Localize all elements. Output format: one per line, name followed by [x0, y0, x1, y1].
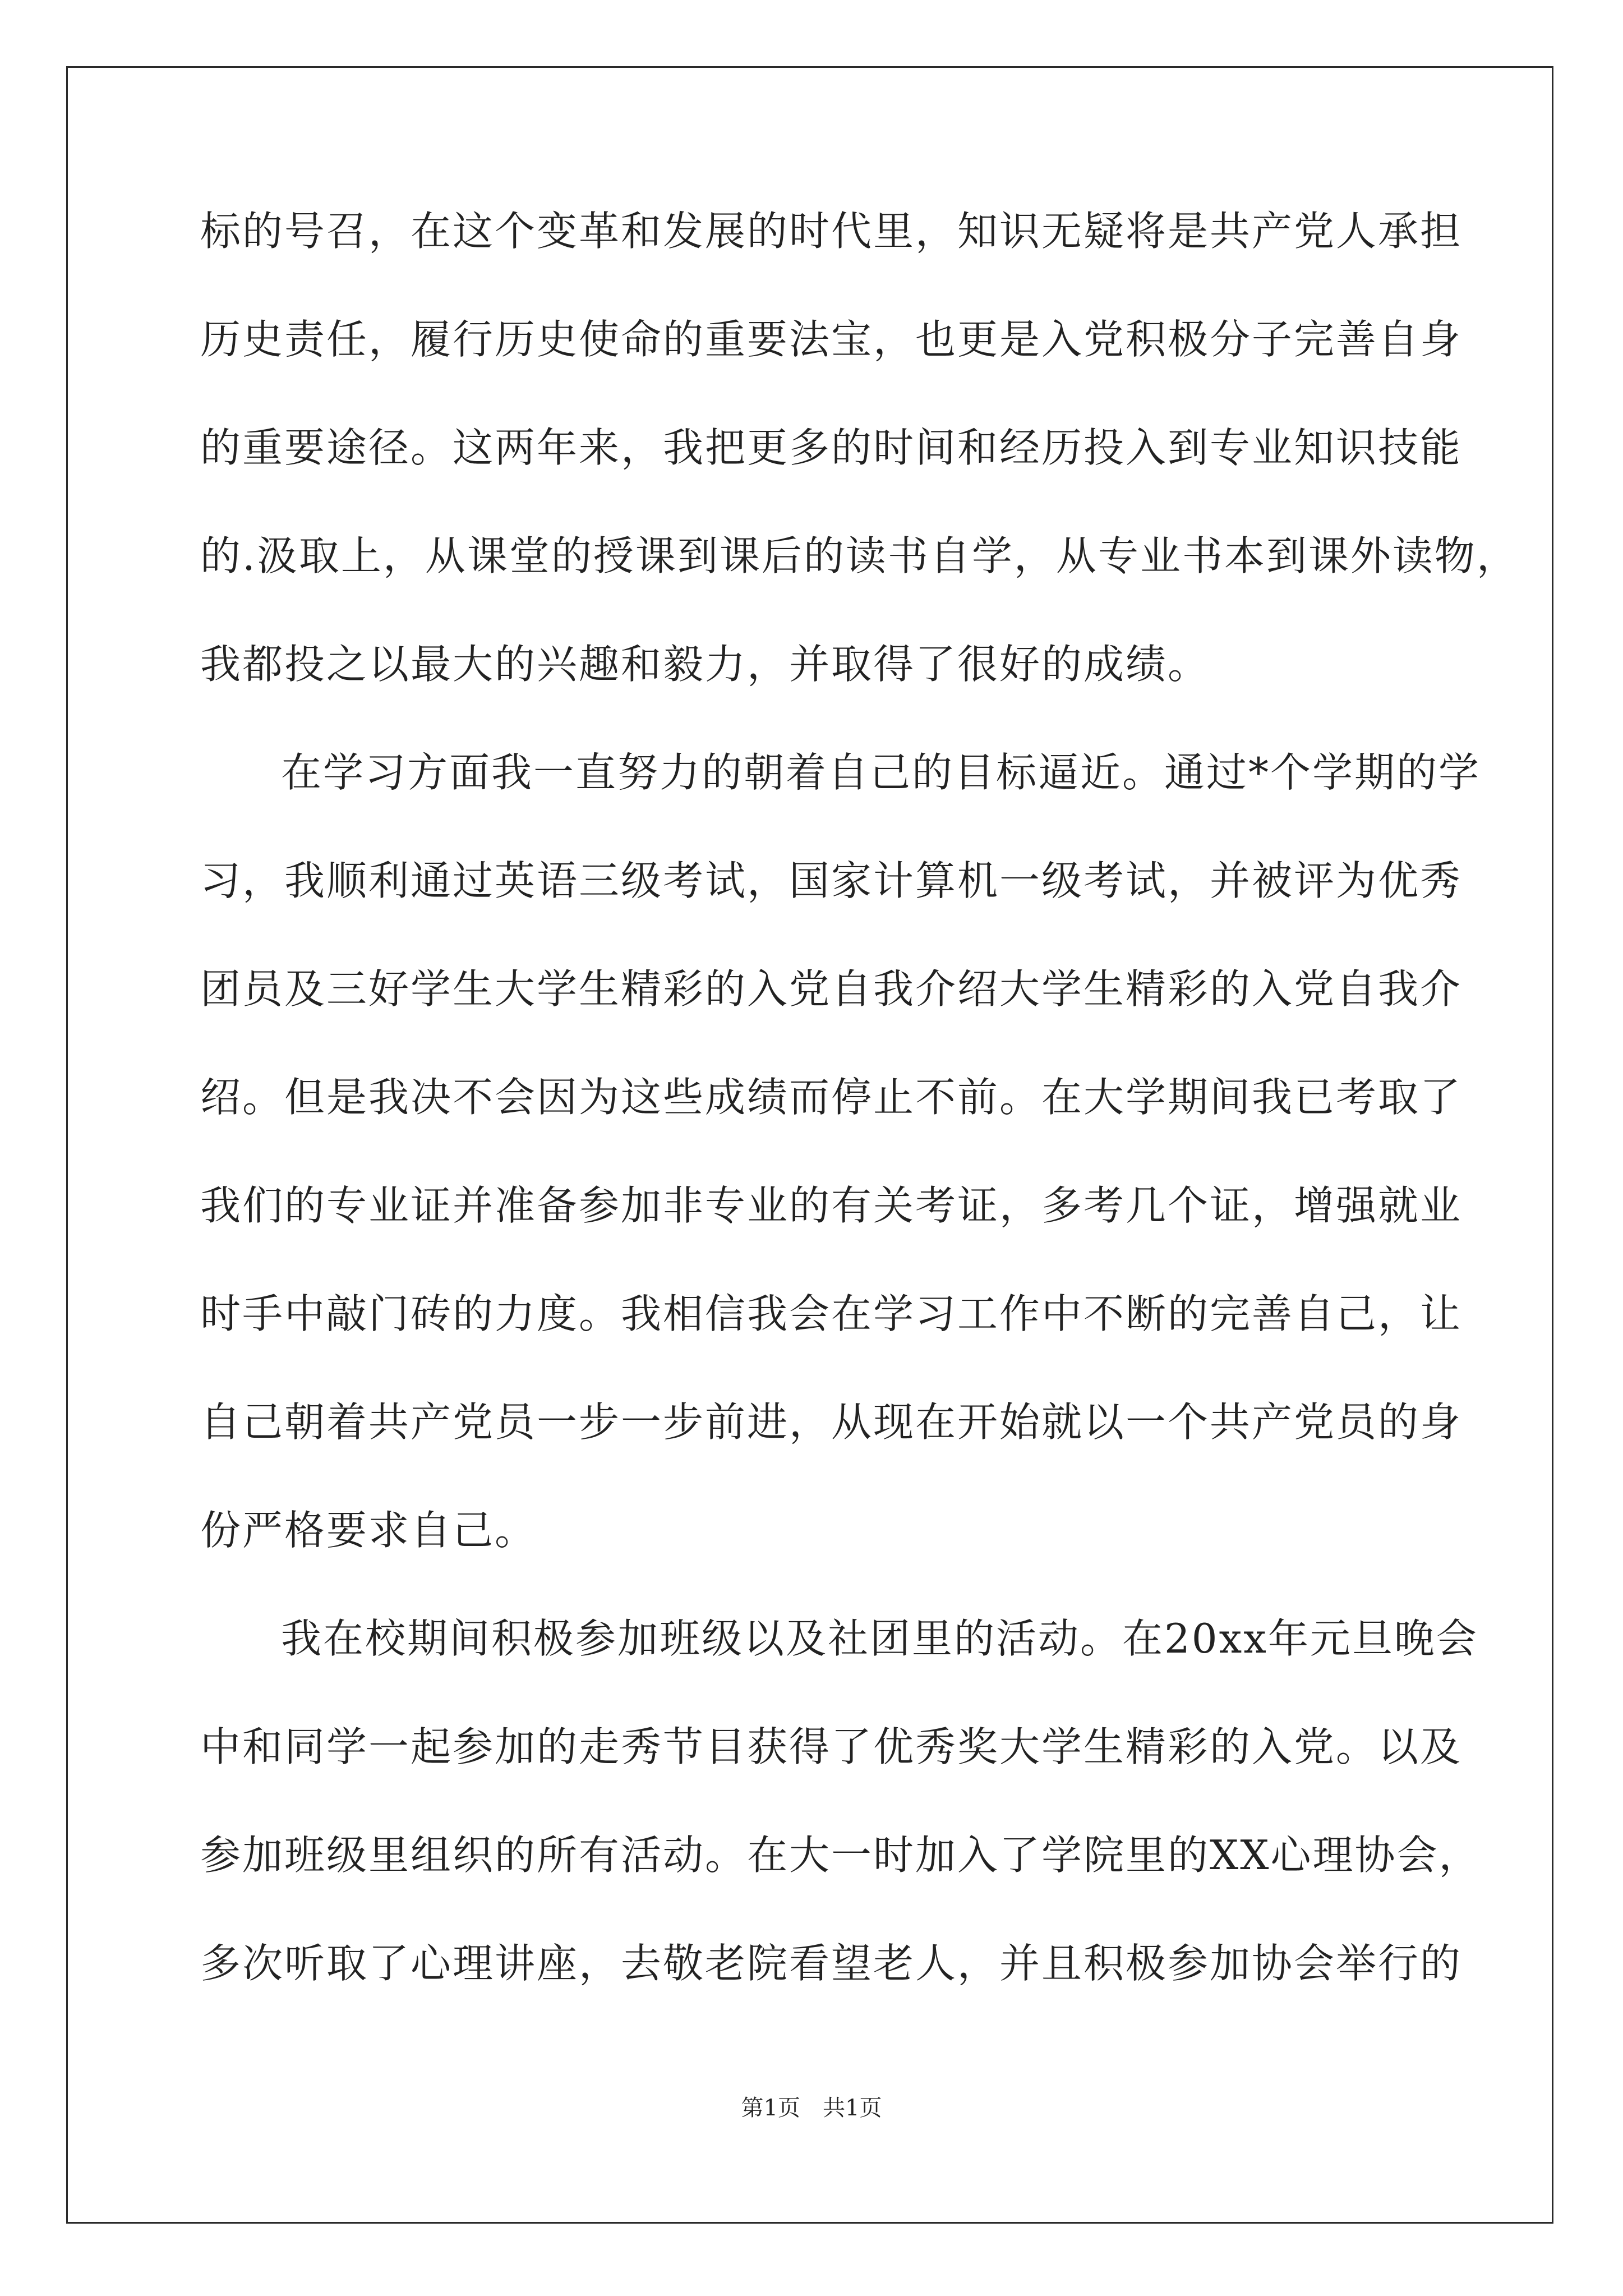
page-number-footer: 第1页 共1页 — [741, 2095, 882, 2121]
text-line: 习，我顺利通过英语三级考试，国家计算机一级考试，并被评为优秀 — [200, 857, 1463, 904]
text-line: 的.汲取上，从课堂的授课到课后的读书自学，从专业书本到课外读物， — [200, 532, 1519, 579]
text-line: 自己朝着共产党员一步一步前进，从现在开始就以一个共产党员的身 — [200, 1398, 1463, 1446]
text-line: 多次听取了心理讲座，去敬老院看望老人，并且积极参加协会举行的 — [200, 1940, 1463, 1987]
text-line: 历史责任，履行历史使命的重要法宝，也更是入党积极分子完善自身 — [200, 316, 1463, 363]
text-line: 我们的专业证并准备参加非专业的有关考证，多考几个证，增强就业 — [200, 1182, 1463, 1229]
text-line: 中和同学一起参加的走秀节目获得了优秀奖大学生精彩的入党。以及 — [200, 1723, 1463, 1770]
text-line: 我都投之以最大的兴趣和毅力，并取得了很好的成绩。 — [200, 641, 1210, 688]
text-line: 份严格要求自己。 — [200, 1507, 537, 1554]
text-line: 的重要途径。这两年来，我把更多的时间和经历投入到专业知识技能 — [200, 424, 1463, 471]
paragraph-start-line: 在学习方面我一直努力的朝着自己的目标逼近。通过*个学期的学 — [281, 749, 1481, 796]
text-line: 团员及三好学生大学生精彩的入党自我介绍大学生精彩的入党自我介 — [200, 965, 1463, 1013]
text-line: 参加班级里组织的所有活动。在大一时加入了学院里的XX心理协会， — [200, 1832, 1481, 1879]
paragraph-start-line: 我在校期间积极参加班级以及社团里的活动。在20xx年元旦晚会 — [281, 1615, 1478, 1662]
text-line: 标的号召，在这个变革和发展的时代里，知识无疑将是共产党人承担 — [200, 208, 1463, 255]
page-border — [66, 66, 1553, 2224]
text-line: 时手中敲门砖的力度。我相信我会在学习工作中不断的完善自己，让 — [200, 1290, 1463, 1337]
text-line: 绍。但是我决不会因为这些成绩而停止不前。在大学期间我已考取了 — [200, 1074, 1463, 1121]
